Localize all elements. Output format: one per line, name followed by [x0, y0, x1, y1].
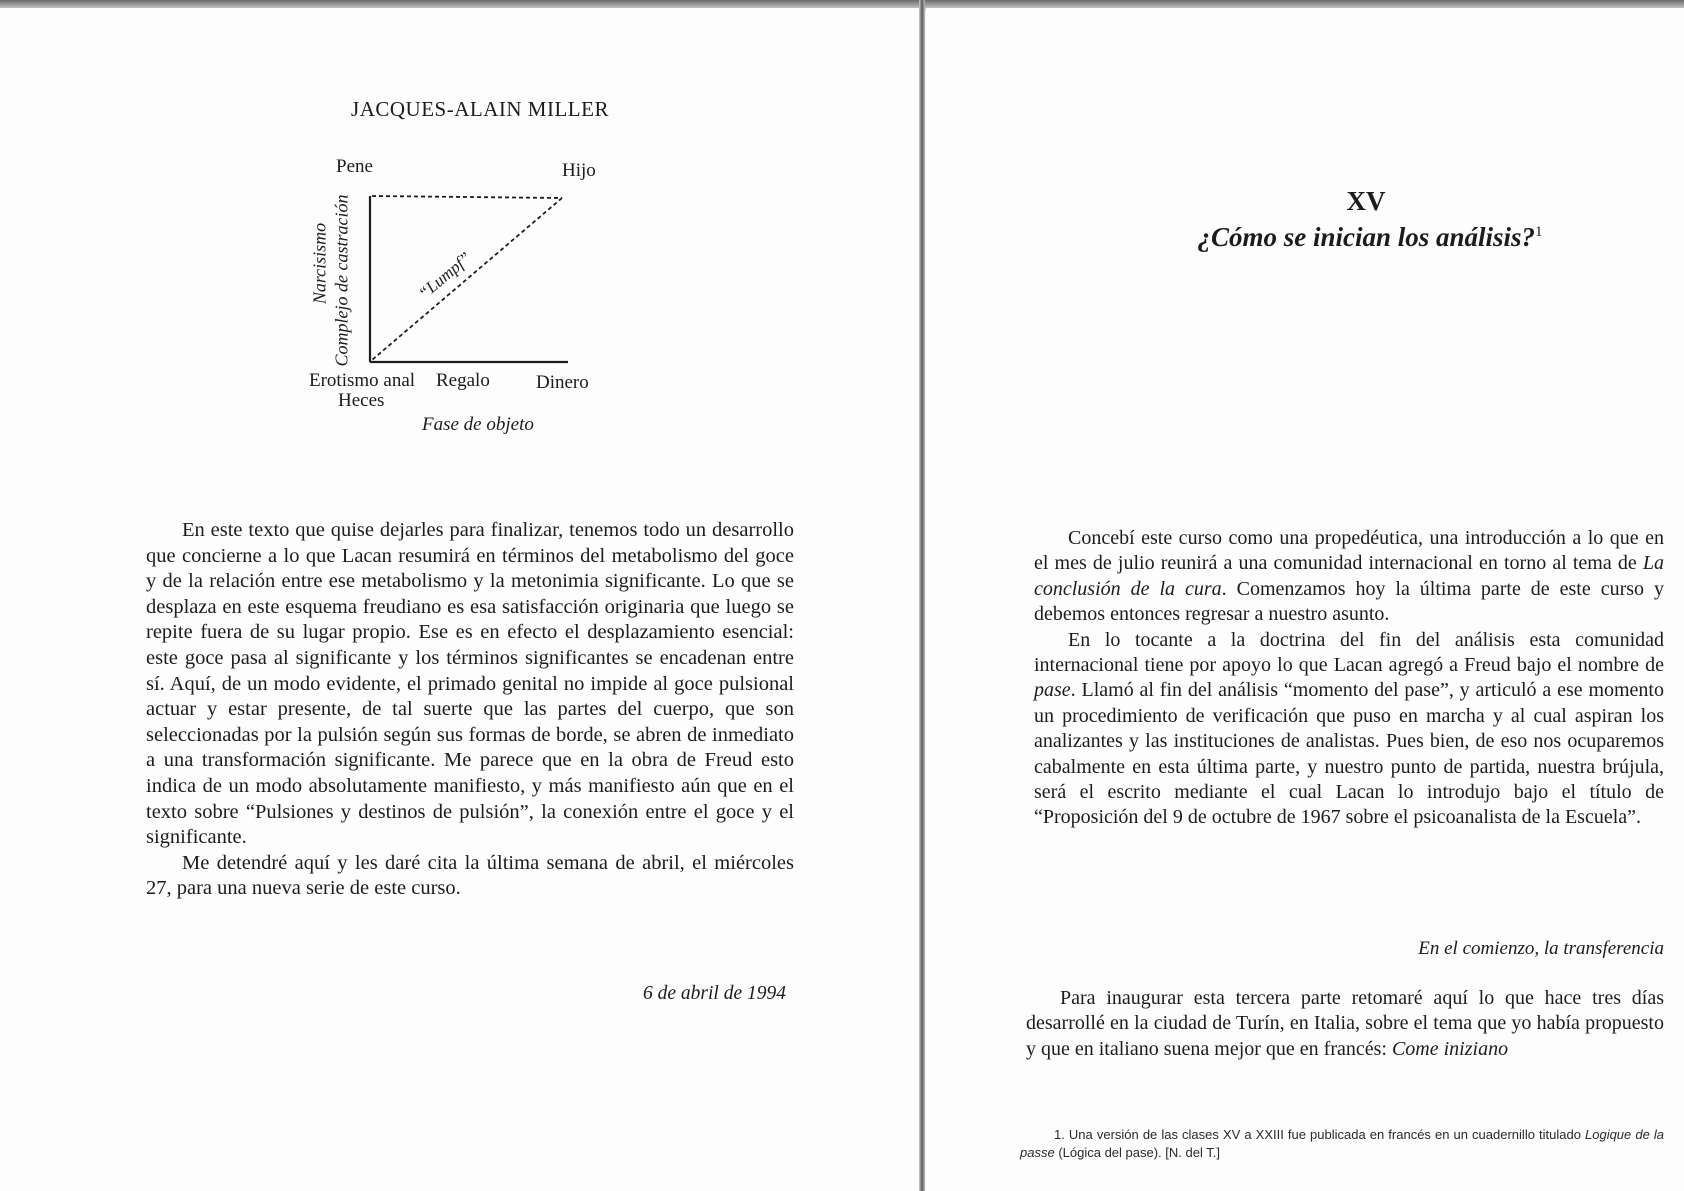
left-paragraph-1: En este texto que quise dejarles para finalizar, tenemos todo un desarrollo que concierne a lo que Lacan resumirá en términos del metabolismo del goce y de la relación entre ese metabolismo y la metonimia significante. Lo que se desplaza en este esquema freudiano es esa satisfacción originaria que luego se repite fuera de su lugar propio. Ese es en efecto el desplazamiento esencial: este goce pasa al significante y los términos significantes se encadenan entre sí. Aquí, de un modo evidente, el primado genital no impide al goce pulsional actuar y estar presente, de tal suerte que las partes del cuerpo, que son seleccionadas por la pulsión según sus formas de borde, se abren de inmediato a una transformación significante. Me parece que en la obra de Freud esto indica de un modo absolutamente manifiesto, y más manifiesto aún que en el texto sobre “Pulsiones y destinos de pulsión”, la conexión entre el goce y el significante.	[146, 519, 794, 849]
label-dinero: Dinero	[536, 372, 589, 393]
right-paragraph-1	[1034, 526, 1664, 628]
label-erotismo-anal: Erotismo anal	[309, 370, 416, 391]
label-pene: Pene	[336, 156, 373, 177]
label-narcisismo: Narcisismo	[309, 222, 330, 305]
chapter-number: XV	[1346, 186, 1386, 216]
right-paragraph-3	[1026, 986, 1664, 1062]
diagonal-dashed-line	[372, 198, 562, 360]
label-heces: Heces	[338, 390, 385, 411]
book-gutter	[919, 0, 925, 1191]
left-paragraph-2: Me detendré aquí y les daré cita la última semana de abril, el miércoles 27, para una nueva serie de este curso.	[146, 851, 794, 900]
chapter-title-text: ¿Cómo se inician los análisis?	[1197, 222, 1536, 252]
left-body-text	[146, 518, 794, 902]
right-paragraph-2	[1034, 628, 1664, 831]
right-body-text-2	[1026, 986, 1664, 1062]
footnote	[1020, 1126, 1664, 1162]
footnote-italic: Logique de la passe	[1020, 1127, 1664, 1160]
p2-text-a: En lo tocante a la doctrina del fin del análisis esta comunidad internacional tiene por apoyo lo que Lacan agregó a Freud bajo el nombre de	[1034, 628, 1664, 677]
footnote-text-a: Una versión de las clases XV a XXIII fue publicada en francés en un cuadernillo titulado	[1068, 1127, 1585, 1142]
p1-text-b: . Comenzamos hoy la última parte de este curso y debemos entonces regresar a nuestro asunto.	[1034, 577, 1664, 626]
freud-diagram	[300, 158, 660, 478]
label-hijo: Hijo	[562, 160, 596, 181]
label-fase-de-objeto: Fase de objeto	[422, 414, 534, 435]
footnote-number: 1.	[1054, 1127, 1065, 1142]
section-heading: En el comienzo, la transferencia	[1418, 938, 1664, 959]
p3-text-a: Para inaugurar esta tercera parte retomaré aquí lo que hace tres días desarrollé en la ciudad de Turín, en Italia, sobre el tema que yo había propuesto y que en italiano suena mejor que en francés:	[1026, 987, 1664, 1060]
p3-italic: Come iniziano	[1391, 1037, 1509, 1060]
label-lumpf: “Lumpf”	[414, 248, 475, 303]
dateline: 6 de abril de 1994	[643, 983, 786, 1004]
p1-text-a: Concebí este curso como una propedéutica, una introducción a lo que en el mes de julio reunirá a una comunidad internacional en torno al tema de	[1034, 527, 1664, 575]
right-body-text	[1034, 526, 1664, 831]
chapter-title	[1120, 222, 1620, 253]
p2-italic: pase	[1034, 679, 1071, 702]
label-complejo-castracion: Complejo de castración	[331, 194, 352, 367]
chapter-title-footnote-marker: 1	[1535, 224, 1543, 240]
running-head: JACQUES-ALAIN MILLER	[351, 97, 609, 121]
p1-italic: La conclusión de la cura	[1034, 552, 1664, 600]
top-dashed-line	[372, 196, 562, 198]
footnote-text-b: (Lógica del pase). [N. del T.]	[1054, 1145, 1220, 1160]
label-regalo: Regalo	[436, 370, 490, 391]
p2-text-b: . Llamó al fin del análisis “momento del pase”, y articuló a ese momento un procedimiento de verificación que puso en marcha y al cual aspiran los analizantes y las instituciones de analistas. Pues bien, de eso nos ocuparemos cabalmente en esta última parte, y nuestro punto de partida, nuestra brújula, será el escrito mediante el cual Lacan lo introdujo bajo el título de “Proposición del 9 de octubre de 1967 sobre el psicoanalista de la Escuela”.	[1034, 679, 1664, 829]
